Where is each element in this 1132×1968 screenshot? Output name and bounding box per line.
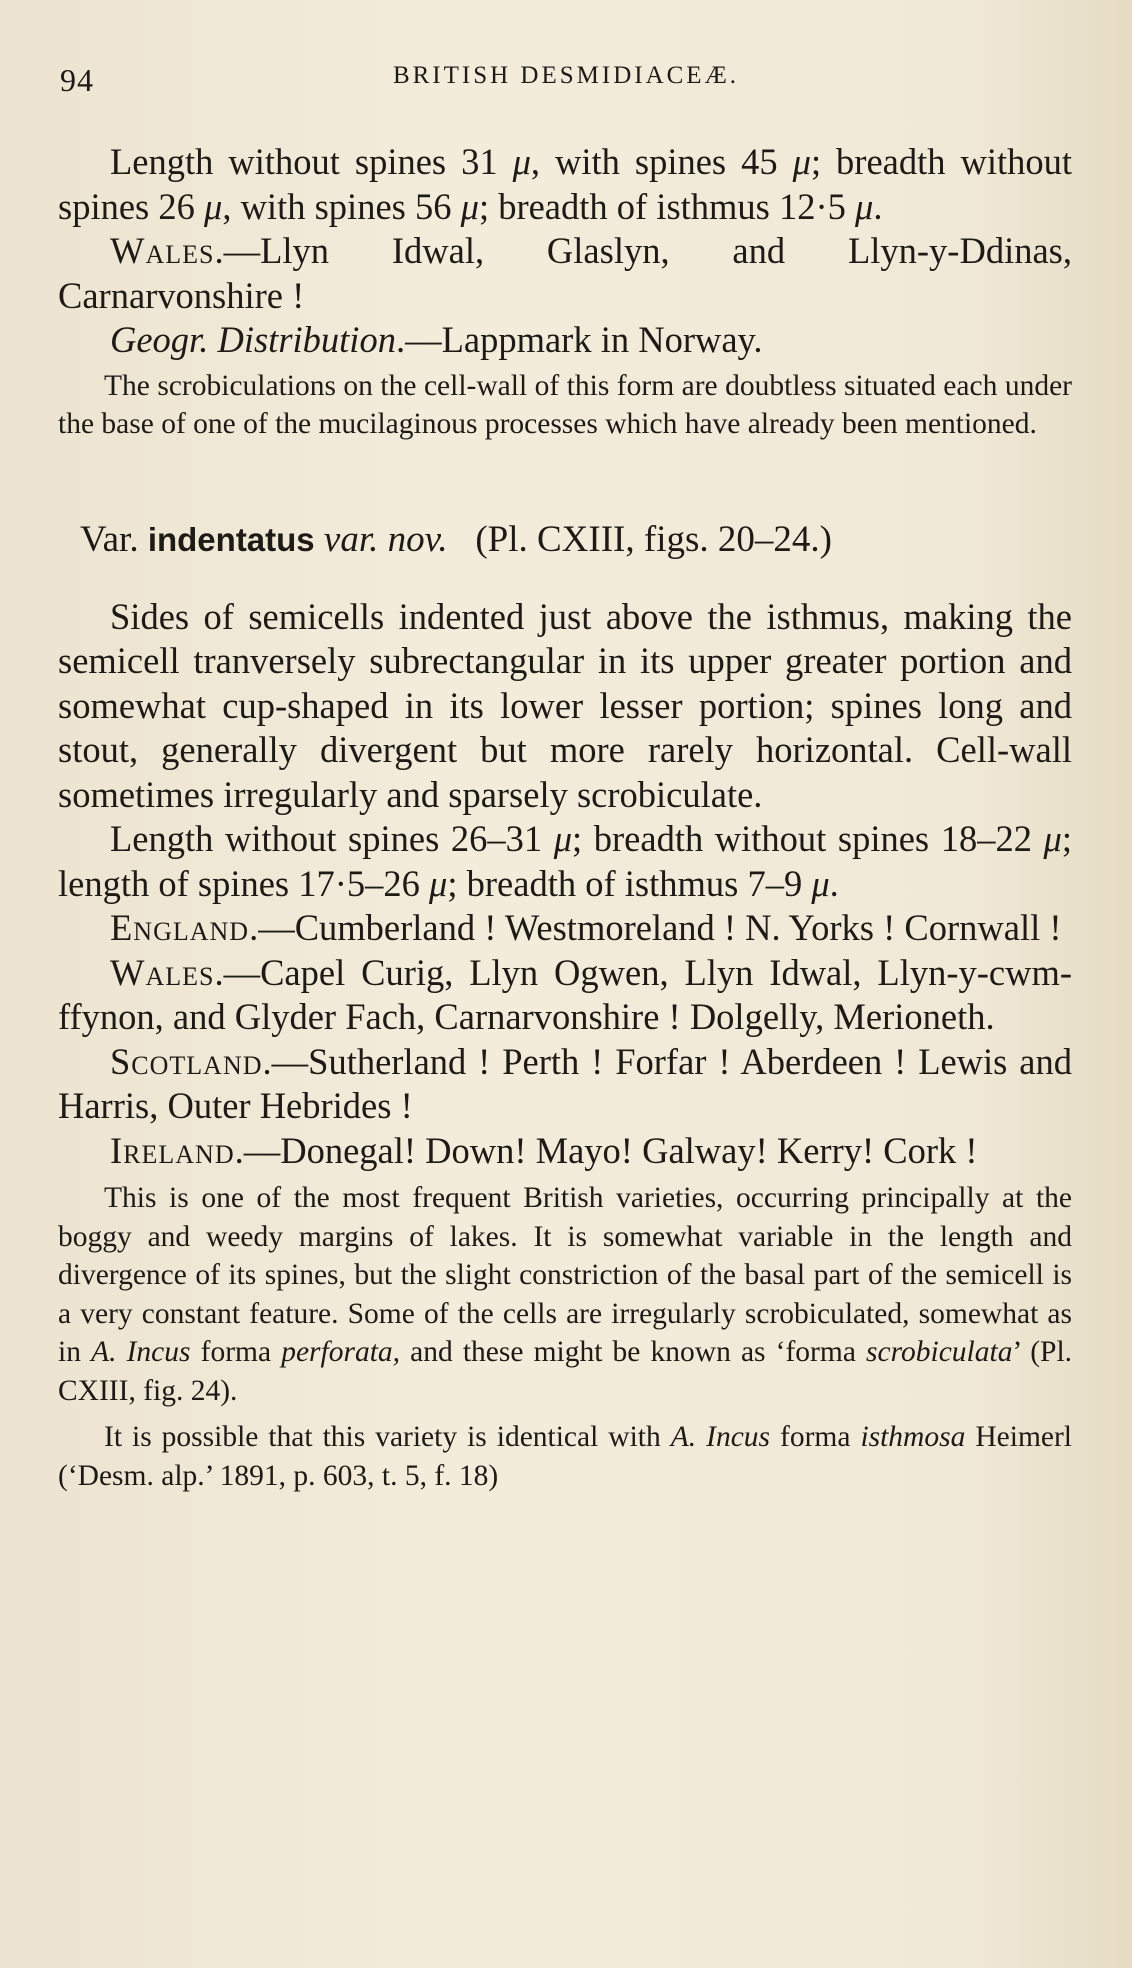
page-number: 94: [60, 62, 94, 98]
running-title: BRITISH DESMIDIACEÆ.: [392, 62, 740, 89]
page-body: [58, 140, 1072, 1495]
variety-status: var. nov.: [323, 518, 448, 560]
variety-measurements: Length without spines 26–31 μ; breadth without spines 18–22 μ; length of spines 17·5–26 μ; breadth of isthmus 7–9 μ.: [58, 818, 1073, 904]
scotland-localities: Scotland.—Sutherland ! Perth ! Forfar ! Aberdeen ! Lewis and Harris, Outer Hebrides !: [58, 1040, 1072, 1126]
variety-prefix: Var.: [80, 518, 139, 560]
frequency-note: This is one of the most frequent British varieties, occurring principally at the boggy and weedy margins of lakes. It is somewhat variable in the length and divergence of its spines, but the slight constriction of the basal part of the semicell is a very constant feature. Some of the cells are irregularly scrobiculated, somewhat as in A. Incus forma perforata, and these might be known as ‘forma scrobiculata’ (Pl. CXIII, fig. 24).: [58, 1182, 1073, 1407]
variety-name: indentatus: [147, 520, 315, 558]
plate-reference: (Pl. CXIII, figs. 20–24.): [475, 518, 832, 560]
variety-heading: [80, 518, 1072, 561]
scrobiculation-note: The scrobiculations on the cell-wall of this form are doubtless situated each under the base of one of the mucilaginous processes which have already been mentioned.: [58, 369, 1072, 440]
geographic-distribution: Geogr. Distribution.—Lappmark in Norway.: [110, 319, 763, 360]
measurements-paragraph: Length without spines 31 μ, with spines 45 μ; breadth without spines 26 μ, with spines 56 μ; breadth of isthmus 12·5 μ.: [58, 141, 1073, 227]
ireland-localities: Ireland.—Donegal! Down! Mayo! Galway! Kerry! Cork !: [110, 1129, 978, 1171]
page-header: [60, 62, 1072, 102]
wales-locality: Wales.—Llyn Idwal, Glaslyn, and Llyn-y-Ddinas, Carnarvonshire !: [58, 230, 1072, 316]
identity-note: It is possible that this variety is identical with A. Incus forma isthmosa Heimerl (‘Desm. alp.’ 1891, p. 603, t. 5, f. 18): [58, 1421, 1073, 1492]
wales-localities: Wales.—Capel Curig, Llyn Ogwen, Llyn Idwal, Llyn-y-cwm-ffynon, and Glyder Fach, Carnarvonshire ! Dolgelly, Merioneth.: [58, 951, 1072, 1037]
england-locality: England.—Cumberland ! Westmoreland ! N. Yorks ! Cornwall !: [110, 907, 1062, 948]
variety-description: Sides of semicells indented just above the isthmus, making the semicell tranversely subrectangular in its upper greater portion and somewhat cup-shaped in its lower lesser portion; spines long and stout, generally divergent but more rarely horizontal. Cell-wall sometimes irregularly and sparsely scrobiculate.: [58, 595, 1072, 815]
